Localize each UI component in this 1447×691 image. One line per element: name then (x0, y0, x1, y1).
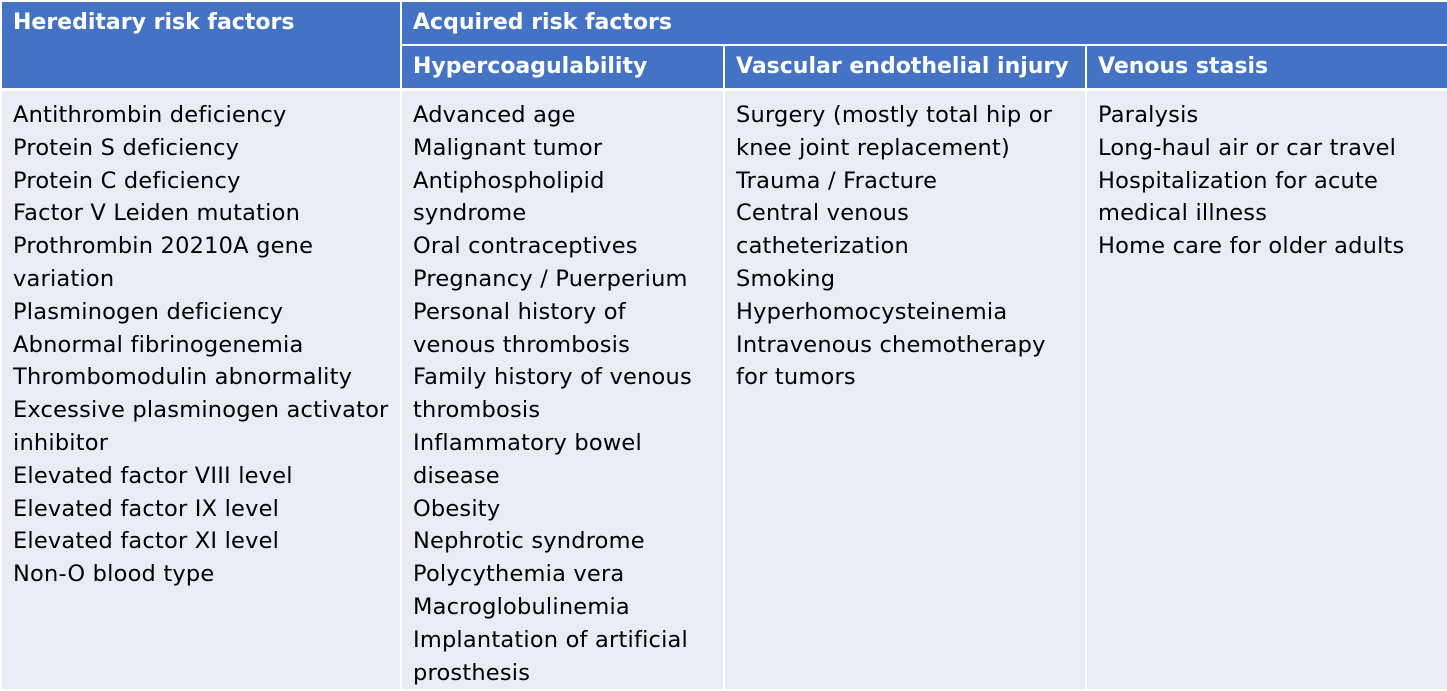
list-item: Malignant tumor (413, 134, 603, 161)
list-item: Plasminogen deficiency (13, 298, 284, 325)
list-item: Prothrombin 20210A gene variation (13, 233, 314, 292)
list-item: Smoking (736, 265, 836, 292)
list-item: Surgery (mostly total hip or knee joint replacement) (736, 102, 1053, 161)
list-item: Hospitalization for acute medical illness (1098, 167, 1379, 227)
venous-stasis-list (1098, 99, 1439, 263)
vascular-list (736, 99, 1077, 394)
list-item: Elevated factor VIII level (13, 462, 293, 489)
list-item: Hyperhomocysteinemia (736, 298, 1008, 325)
list-item: Home care for older adults (1098, 233, 1405, 260)
list-item: Personal history of venous thrombosis (413, 298, 630, 358)
list-item: Pregnancy / Puerperium (413, 265, 688, 292)
list-item: Family history of venous thrombosis (413, 364, 692, 424)
list-item: Inflammatory bowel disease (413, 429, 642, 489)
venous-stasis-cell (1086, 90, 1447, 691)
list-item: Excessive plasminogen activator inhibitor (13, 397, 389, 456)
header-acquired: Acquired risk factors (401, 1, 1447, 45)
list-item: Factor V Leiden mutation (13, 200, 301, 227)
list-item: Advanced age (413, 102, 576, 128)
header-row-top (1, 1, 1447, 45)
header-venous-stasis: Venous stasis (1086, 45, 1447, 90)
hereditary-list (13, 99, 392, 591)
header-hypercoagulability: Hypercoagulability (401, 45, 724, 90)
list-item: Polycythemia vera (413, 561, 625, 588)
hypercoagulability-list (413, 99, 715, 689)
list-item: Elevated factor XI level (13, 528, 280, 555)
list-item: Implantation of artificial prosthesis (413, 626, 688, 686)
list-item: Antiphospholipid syndrome (413, 167, 605, 227)
list-item: Abnormal fibrinogenemia (13, 331, 304, 358)
list-item: Macroglobulinemia (413, 593, 630, 620)
header-vascular-endothelial-injury: Vascular endothelial injury (724, 45, 1086, 90)
header-hereditary: Hereditary risk factors (1, 1, 401, 90)
list-item: Elevated factor IX level (13, 495, 280, 522)
vascular-cell (724, 90, 1086, 691)
list-item: Long-haul air or car travel (1098, 134, 1397, 161)
hypercoagulability-cell (401, 90, 724, 691)
list-item: Protein C deficiency (13, 167, 241, 194)
list-item: Thrombomodulin abnormality (13, 364, 353, 391)
list-item: Intravenous chemotherapy for tumors (736, 331, 1046, 391)
list-item: Protein S deficiency (13, 134, 240, 161)
list-item: Obesity (413, 495, 501, 522)
list-item: Central venous catheterization (736, 200, 910, 260)
body-row (1, 90, 1447, 691)
list-item: Antithrombin deficiency (13, 102, 287, 128)
list-item: Oral contraceptives (413, 233, 638, 260)
list-item: Paralysis (1098, 102, 1199, 128)
list-item: Nephrotic syndrome (413, 528, 645, 555)
hereditary-cell (1, 90, 401, 691)
list-item: Non-O blood type (13, 561, 215, 588)
list-item: Trauma / Fracture (736, 167, 938, 194)
